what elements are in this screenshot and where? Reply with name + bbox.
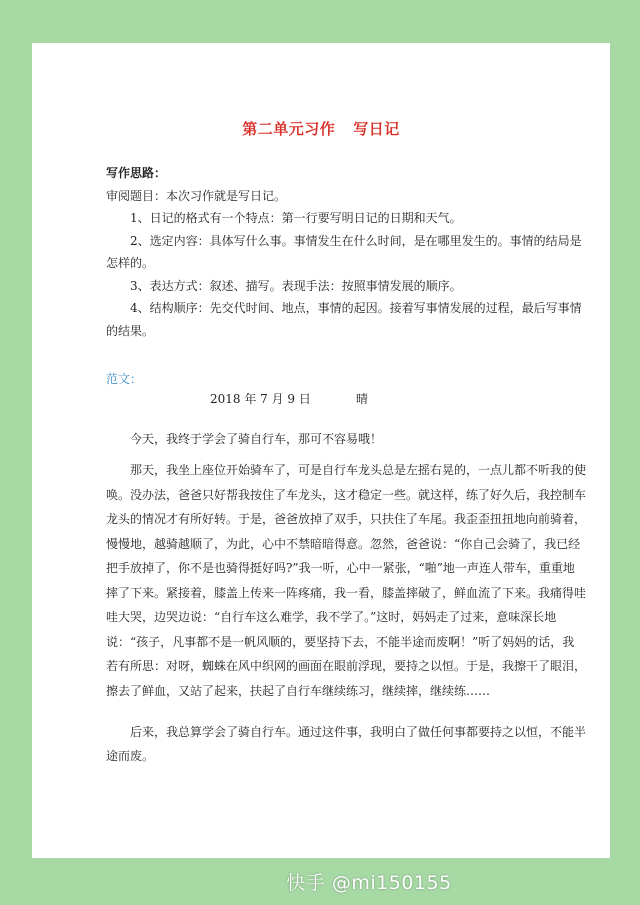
document-page: [32, 43, 610, 858]
sample-label: 范文：: [106, 372, 143, 386]
guide-point-4: 4、结构顺序：先交代时间、地点，事情的起因。接着写事情发展的过程，最后写事情的结果。: [106, 301, 582, 338]
writing-guide: [106, 162, 586, 342]
document-title: [32, 118, 610, 139]
diary-date: 2018 年 7 月 9 日: [210, 392, 311, 406]
title-main: 第二单元习作: [242, 120, 336, 138]
review-line: 审阅题目：本次习作就是写日记。: [106, 188, 287, 203]
paragraph-1: 今天，我终于学会了骑自行车，那可不容易哦！: [130, 432, 383, 446]
title-sub: 写日记: [353, 120, 400, 138]
guide-point-1: 1、日记的格式有一个特点：第一行要写明日记的日期和天气。: [130, 211, 462, 225]
section-heading: 写作思路：: [106, 166, 167, 180]
paragraph-2: 那天，我坐上座位开始骑车了，可是自行车龙头总是左摇右晃的，一点儿都不听我的使唤。没办法，爸爸只好帮我按住了车龙头，这才稳定一些。就这样，练了好久后，我控制车龙头的情况才有所好转。于是，爸爸放掉了双手，只扶住了车尾。我歪歪扭扭地向前骑着，慢慢地，越骑越顺了，为此，心中不禁暗暗得意。忽然，爸爸说：“你自己会骑了，我已经把手放掉了，你不是也骑得挺好吗?”我一听，心中一紧张，“啪”地一声连人带车，重重地摔了下来。紧接着，膝盖上传来一阵疼痛，我一看，膝盖摔破了，鲜血流了下来。我痛得哇哇大哭，边哭边说：“自行车这么难学，我不学了。”这时，妈妈走了过来，意味深长地说：“孩子，凡事都不是一帆风顺的，要坚持下去，不能半途而废啊！”听了妈妈的话，我若有所思：对呀，蜘蛛在风中织网的画面在眼前浮现，要持之以恒。于是，我擦干了眼泪，擦去了鲜血，又站了起来，扶起了自行车继续练习，继续摔，继续练……: [106, 463, 587, 698]
diary-weather: 晴: [356, 392, 369, 406]
guide-point-2: 2、选定内容：具体写什么事。事情发生在什么时间，是在哪里发生的。事情的结局是怎样的。: [106, 233, 582, 270]
guide-point-3: 3、表达方式：叙述、描写。表现手法：按照事情发展的顺序。: [130, 278, 462, 293]
paragraph-3: 后来，我总算学会了骑自行车。通过这件事，我明白了做任何事都要持之以恒，不能半途而废。: [106, 725, 587, 763]
watermark-text: 快手 @mi150155: [286, 872, 452, 894]
